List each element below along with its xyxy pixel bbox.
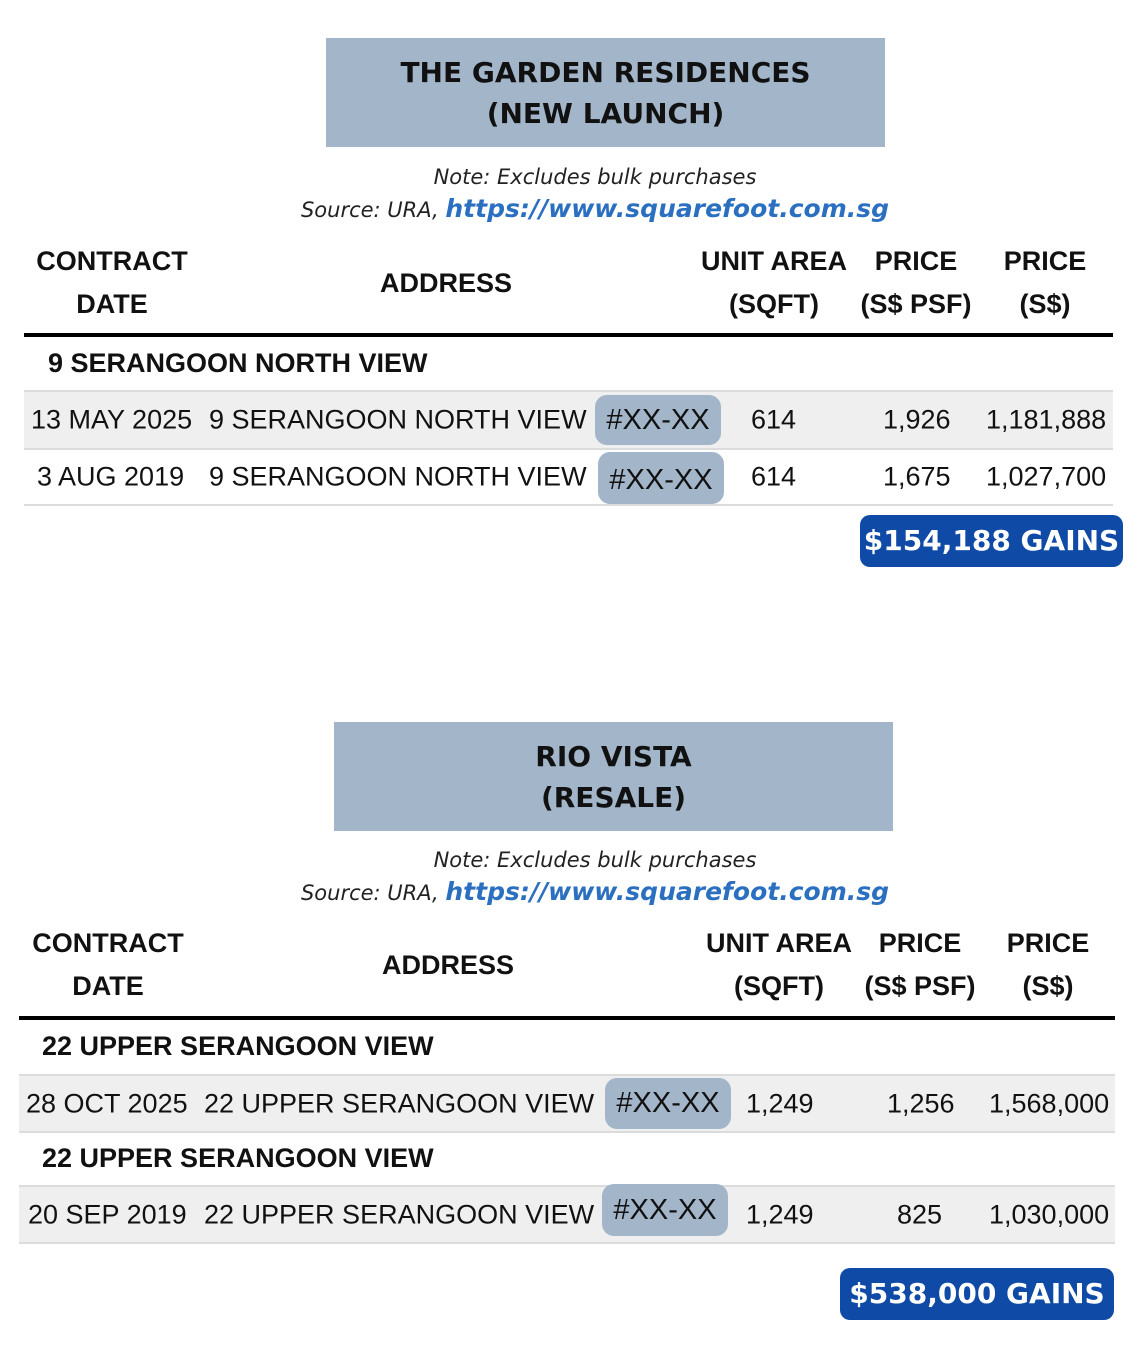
cell-price: 1,027,700 [986,461,1107,492]
cell-psf: 1,675 [883,461,951,492]
project-title-name: RIO VISTA [535,739,692,773]
unit-number-pill: #XX-XX [605,1078,731,1129]
header-price-psf [860,922,980,1008]
header-address: ADDRESS [379,268,513,298]
group-heading: 22 UPPER SERANGOON VIEW [42,1031,434,1061]
source-link[interactable]: https://www.squarefoot.com.sg [445,194,890,223]
cell-area: 1,249 [746,1199,814,1229]
unit-number-pill: #XX-XX [602,1184,728,1236]
project-title-type: (NEW LAUNCH) [486,96,725,130]
header-psf-label: PRICE [878,928,962,958]
header-price-unit: (S$) [1022,971,1074,1001]
header-area-label: UNIT AREA [706,928,852,958]
note-text: Note: Excludes bulk purchases [433,848,757,872]
source-prefix: Source: URA, [300,198,446,222]
source-line [0,877,1137,906]
cell-area: 614 [751,404,797,435]
header-contract-date [18,922,198,1008]
gains-badge: $154,188 GAINS [860,515,1123,567]
cell-price: 1,568,000 [989,1088,1110,1118]
header-date: DATE [72,971,144,1001]
header-date: DATE [76,289,148,319]
header-price-label: PRICE [1003,246,1087,276]
header-area-label: UNIT AREA [701,246,847,276]
project-title-box [334,722,893,831]
source-link[interactable]: https://www.squarefoot.com.sg [445,877,890,906]
header-price-unit: (S$) [1019,289,1071,319]
header-unit-area [699,922,859,1008]
project-title-type: (RESALE) [540,780,687,814]
cell-date: 20 SEP 2019 [28,1199,187,1229]
header-price [993,922,1103,1008]
header-contract: CONTRACT [32,928,184,958]
cell-area: 1,249 [746,1088,814,1118]
cell-address: 9 SERANGOON NORTH VIEW [209,461,587,492]
group-heading: 22 UPPER SERANGOON VIEW [42,1143,434,1173]
project-title-name: THE GARDEN RESIDENCES [400,55,811,89]
header-psf-label: PRICE [874,246,958,276]
header-psf-unit: (S$ PSF) [864,971,976,1001]
header-address: ADDRESS [381,950,515,980]
header-price-label: PRICE [1006,928,1090,958]
header-rule [19,1016,1115,1020]
cell-address: 22 UPPER SERANGOON VIEW [204,1088,595,1118]
unit-number-pill: #XX-XX [598,452,724,504]
header-contract: CONTRACT [36,246,188,276]
gains-badge: $538,000 GAINS [840,1268,1114,1320]
table-row [19,1074,1115,1133]
cell-date: 13 MAY 2025 [31,404,193,435]
note-text: Note: Excludes bulk purchases [433,165,757,189]
cell-price: 1,181,888 [986,404,1107,435]
unit-number-pill: #XX-XX [595,395,721,445]
cell-price: 1,030,000 [989,1199,1110,1229]
header-psf-unit: (S$ PSF) [860,289,972,319]
cell-psf: 1,926 [883,404,951,435]
header-area-unit: (SQFT) [734,971,824,1001]
cell-psf: 825 [897,1199,943,1229]
cell-psf: 1,256 [887,1088,955,1118]
cell-date: 28 OCT 2025 [26,1088,188,1118]
table-row [19,1185,1115,1244]
header-area-unit: (SQFT) [729,289,819,319]
cell-address: 9 SERANGOON NORTH VIEW [209,404,587,435]
cell-address: 22 UPPER SERANGOON VIEW [204,1199,595,1229]
group-heading: 9 SERANGOON NORTH VIEW [48,348,428,378]
source-prefix: Source: URA, [300,881,446,905]
cell-area: 614 [751,461,797,492]
cell-date: 3 AUG 2019 [37,461,185,492]
